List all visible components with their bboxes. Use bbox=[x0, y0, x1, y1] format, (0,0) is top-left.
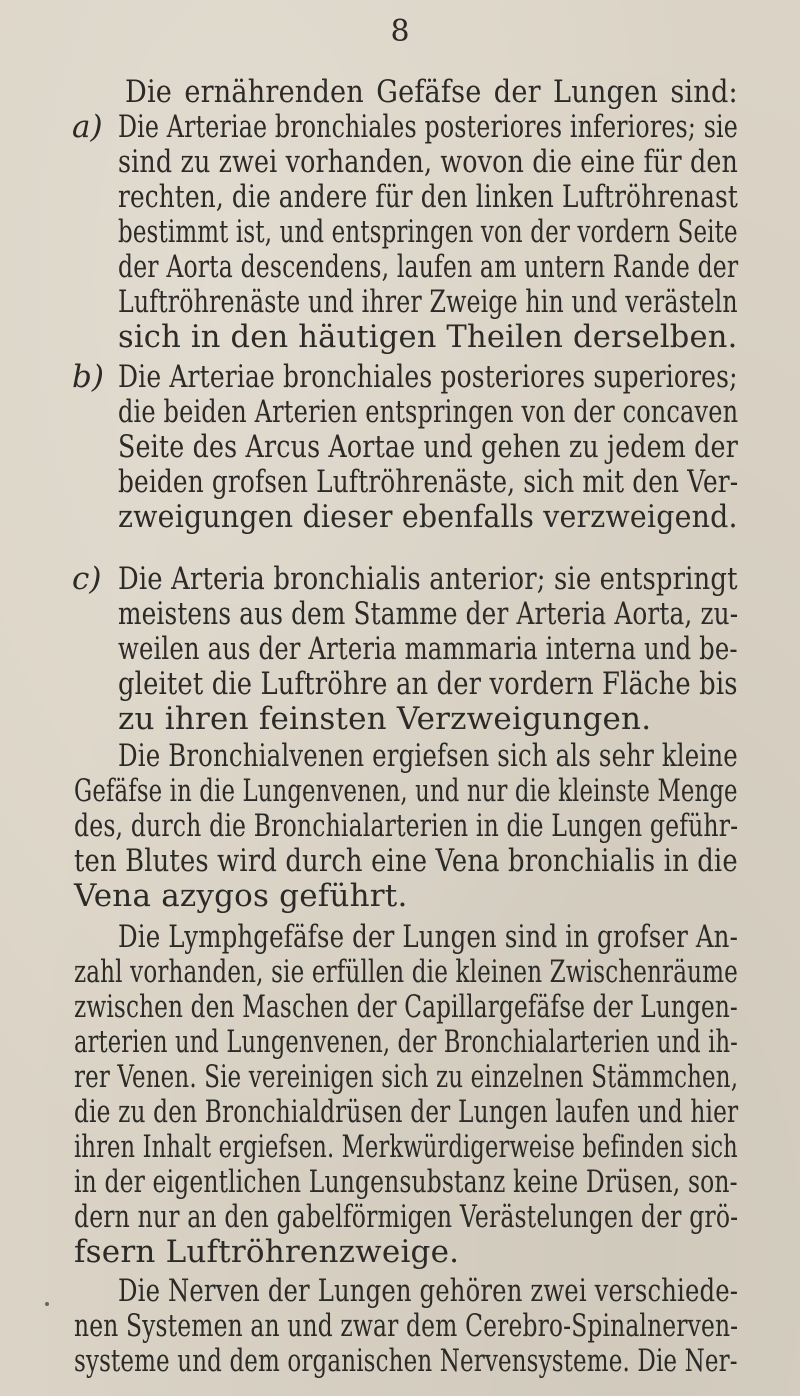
text-line: sind zu zwei vorhanden, wovon die eine für den bbox=[118, 144, 738, 180]
page-number: 8 bbox=[390, 14, 410, 49]
text-line: des, durch die Bronchialarterien in die Lungen geführ- bbox=[74, 808, 739, 844]
text-line: zu ihren feinsten Verzweigungen. bbox=[118, 701, 652, 737]
text-line: Gefäfse in die Lungenvenen, und nur die kleinste Menge bbox=[74, 773, 738, 809]
text-line: bestimmt ist, und entspringen von der vordern Seite bbox=[118, 214, 738, 250]
item-label-a: a) bbox=[72, 109, 103, 145]
text-line: arterien und Lungenvenen, der Bronchialarterien und ih- bbox=[74, 1024, 738, 1060]
text-line: Die Lymphgefäfse der Lungen sind in grofser An- bbox=[118, 919, 739, 955]
text-line: rer Venen. Sie vereinigen sich zu einzelnen Stämmchen, bbox=[74, 1059, 739, 1095]
scan-speck bbox=[45, 1302, 49, 1306]
item-label-c: c) bbox=[72, 561, 102, 597]
text-line: beiden grofsen Luftröhrenäste, sich mit den Ver- bbox=[118, 464, 739, 500]
text-line: in der eigentlichen Lungensubstanz keine Drüsen, son- bbox=[74, 1164, 738, 1200]
text-line: Die Nerven der Lungen gehören zwei verschiede- bbox=[118, 1273, 739, 1309]
text-line: zahl vorhanden, sie erfüllen die kleinen Zwischenräume bbox=[74, 954, 738, 990]
text-line: fsern Luftröhrenzweige. bbox=[74, 1234, 460, 1270]
text-line: Luftröhrenäste und ihrer Zweige hin und verästeln bbox=[118, 284, 738, 320]
item-label-b: b) bbox=[72, 359, 104, 395]
text-line: ihren Inhalt ergiefsen. Merkwürdigerweise befinden sich bbox=[74, 1129, 738, 1165]
text-line: die beiden Arterien entspringen von der concaven bbox=[118, 394, 739, 430]
text-line: rechten, die andere für den linken Luftröhrenast bbox=[118, 179, 738, 215]
text-line: Seite des Arcus Aortae und gehen zu jedem der bbox=[118, 429, 738, 465]
text-line: meistens aus dem Stamme der Arteria Aorta, zu- bbox=[118, 596, 739, 632]
text-line: ten Blutes wird durch eine Vena bronchialis in die bbox=[74, 843, 738, 879]
text-line: nen Systemen an und zwar dem Cerebro-Spinalnerven- bbox=[74, 1308, 739, 1344]
text-line: zwischen den Maschen der Capillargefäfse der Lungen- bbox=[74, 989, 738, 1025]
text-line: Die Arteriae bronchiales posteriores inferiores; sie bbox=[118, 109, 738, 145]
text-line: zweigungen dieser ebenfalls verzweigend. bbox=[118, 499, 738, 535]
text-line: weilen aus der Arteria mammaria interna und be- bbox=[118, 631, 738, 667]
text-line: Die ernährenden Gefäfse der Lungen sind: bbox=[125, 74, 738, 110]
text-line: Die Arteria bronchialis anterior; sie entspringt bbox=[118, 561, 738, 597]
text-line: dern nur an den gabelförmigen Verästelungen der grö- bbox=[74, 1199, 739, 1235]
text-line: der Aorta descendens, laufen am untern Rande der bbox=[118, 249, 739, 285]
text-line: sich in den häutigen Theilen derselben. bbox=[118, 319, 738, 355]
text-line: Vena azygos geführt. bbox=[74, 878, 408, 914]
text-line: Die Arteriae bronchiales posteriores superiores; bbox=[118, 359, 738, 395]
text-line: systeme und dem organischen Nervensysteme. Die Ner- bbox=[74, 1343, 738, 1379]
text-line: Die Bronchialvenen ergiefsen sich als sehr kleine bbox=[118, 738, 738, 774]
text-line: gleitet die Luftröhre an der vordern Fläche bis bbox=[118, 666, 738, 702]
text-line: die zu den Bronchialdrüsen der Lungen laufen und hier bbox=[74, 1094, 739, 1130]
